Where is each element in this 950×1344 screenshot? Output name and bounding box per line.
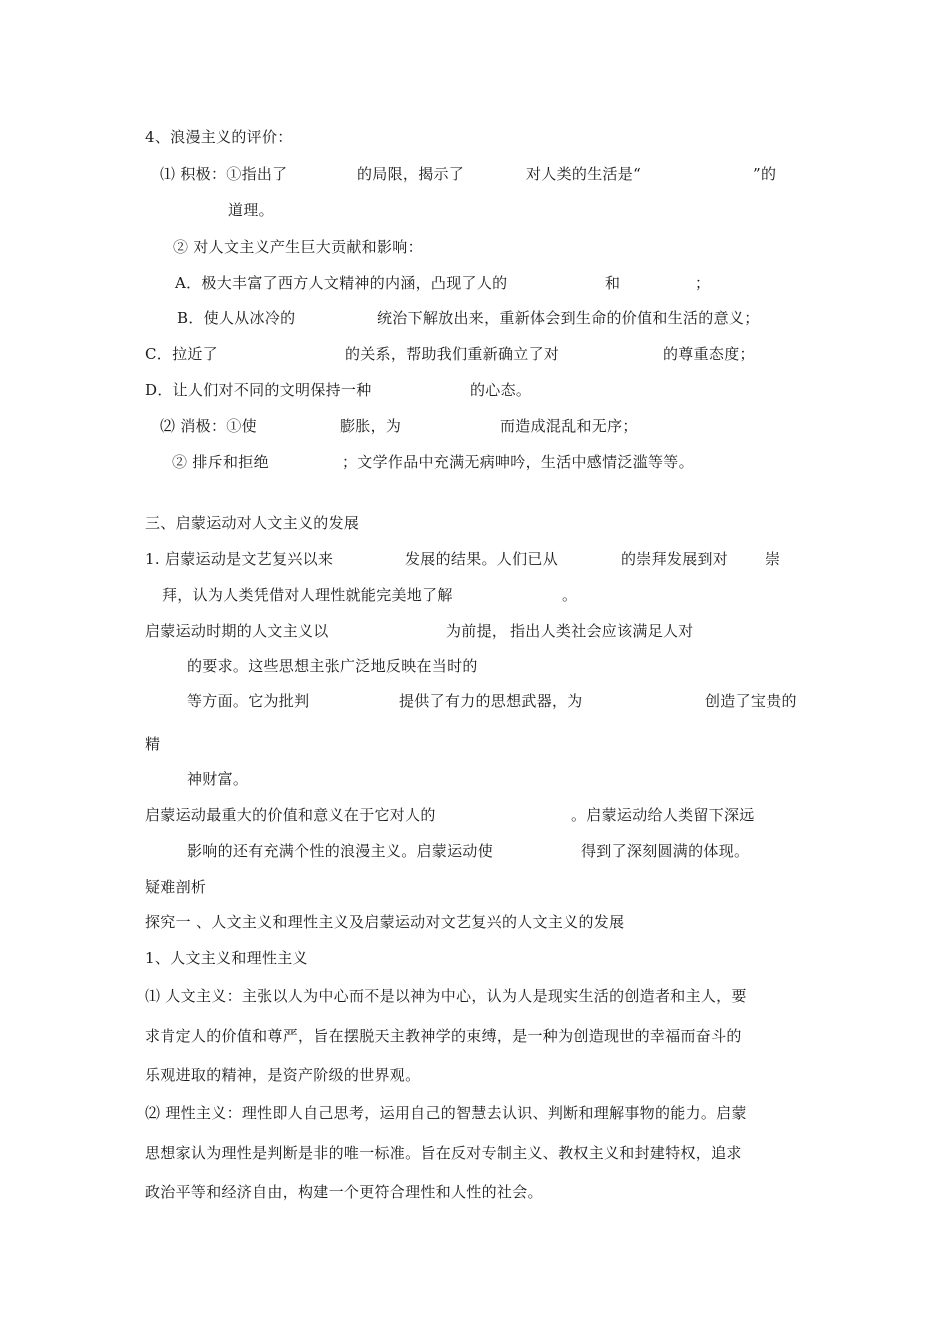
text-segment: 指出人类社会应该满足人对 — [510, 622, 694, 640]
text-segment: 提供了有力的思想武器，为 — [399, 692, 583, 710]
text-segment: ⑵ 消极：①使 — [160, 417, 257, 435]
humanism-definition-line-1: ⑴ 人文主义：主张以人为中心而不是以神为中心，认为人是现实生活的创造者和主人，要 — [145, 987, 747, 1005]
paragraph-2-line-2: 的要求。这些思想主张广泛地反映在当时的 — [187, 657, 478, 675]
text-segment: 而造成混乱和无序； — [500, 417, 638, 435]
text-segment: 得到了深刻圆满的体现。 — [581, 842, 750, 860]
humanism-definition-line-2: 求肯定人的价值和尊严，旨在摆脱天主教神学的束缚，是一种为创造现世的幸福而奋斗的 — [145, 1027, 742, 1045]
text-segment: ”的 — [753, 165, 777, 183]
section-heading-enlightenment: 三、启蒙运动对人文主义的发展 — [145, 514, 360, 532]
text-segment: 。 — [562, 586, 578, 604]
text-segment: 统治下解放出来，重新体会到生命的价值和生活的意义； — [377, 309, 760, 327]
text-segment: 膨胀，为 — [340, 417, 402, 435]
text-segment: C．拉近了 — [145, 345, 218, 363]
text-segment: 1. 启蒙运动是文艺复兴以来 — [145, 550, 334, 568]
text-segment: 启蒙运动时期的人文主义以 — [145, 622, 329, 640]
text-segment: 启蒙运动最重大的价值和意义在于它对人的 — [145, 806, 436, 824]
heading-analysis: 疑难剖析 — [145, 878, 207, 896]
rationalism-definition-line-2: 思想家认为理性是判断是非的唯一标准。旨在反对专制主义、教权主义和封建特权，追求 — [145, 1144, 742, 1162]
text-segment: ；文学作品中充满无病呻吟，生活中感情泛滥等等。 — [342, 453, 694, 471]
text-segment: B．使人从冰冷的 — [177, 309, 296, 327]
text-segment: 崇 — [765, 550, 781, 568]
paragraph-3-line-2 — [187, 841, 767, 921]
heading-romanticism-evaluation: 4、浪漫主义的评价： — [145, 128, 293, 146]
text-segment: 为前提， — [446, 622, 508, 640]
rationalism-definition-line-3: 政治平等和经济自由，构建一个更符合理性和人性的社会。 — [145, 1183, 543, 1201]
text-segment: A．极大丰富了西方人文精神的内涵，凸现了人的 — [175, 274, 508, 292]
rationalism-definition-line-1: ⑵ 理性主义：理性即人自己思考，运用自己的智慧去认识、判断和理解事物的能力。启蒙 — [145, 1104, 747, 1122]
text-segment: 和 — [605, 274, 621, 292]
positive-point-2: ② 对人文主义产生巨大贡献和影响： — [173, 238, 423, 256]
text-segment: D．让人们对不同的文明保持一种 — [145, 381, 372, 399]
text-segment: ； — [695, 274, 711, 292]
text-segment: 等方面。它为批判 — [187, 692, 310, 710]
text-segment: 的心态。 — [470, 381, 532, 399]
text-segment: 影响的还有充满个性的浪漫主义。启蒙运动使 — [187, 842, 494, 860]
text-segment: 的崇拜发展到对 — [621, 550, 729, 568]
text-segment: 创造了宝贵的 — [705, 692, 797, 710]
text-segment: 的关系，帮助我们重新确立了对 — [345, 345, 560, 363]
text-segment: 拜，认为人类凭借对人理性就能完美地了解 — [162, 586, 453, 604]
heading-humanism-rationalism: 1、人文主义和理性主义 — [145, 949, 308, 967]
positive-point-1-cont: 道理。 — [228, 201, 274, 219]
paragraph-2-line-5: 神财富。 — [187, 770, 249, 788]
humanism-definition-line-3: 乐观进取的精神，是资产阶级的世界观。 — [145, 1066, 421, 1084]
text-segment: 对人类的生活是“ — [526, 165, 642, 183]
paragraph-2-line-4: 精 — [145, 735, 161, 753]
text-segment: 的尊重态度； — [663, 345, 755, 363]
text-segment: ② 排斥和拒绝 — [172, 453, 269, 471]
paragraph-2-line-3 — [187, 691, 807, 791]
text-segment: 的局限，揭示了 — [357, 165, 465, 183]
text-segment: 。启蒙运动给人类留下深远 — [571, 806, 755, 824]
text-segment: 发展的结果。人们已从 — [405, 550, 559, 568]
positive-point-1 — [160, 164, 800, 284]
heading-inquiry-one: 探究一 、人文主义和理性主义及启蒙运动对文艺复兴的人文主义的发展 — [145, 913, 625, 931]
text-segment: ⑴ 积极：①指出了 — [160, 165, 288, 183]
